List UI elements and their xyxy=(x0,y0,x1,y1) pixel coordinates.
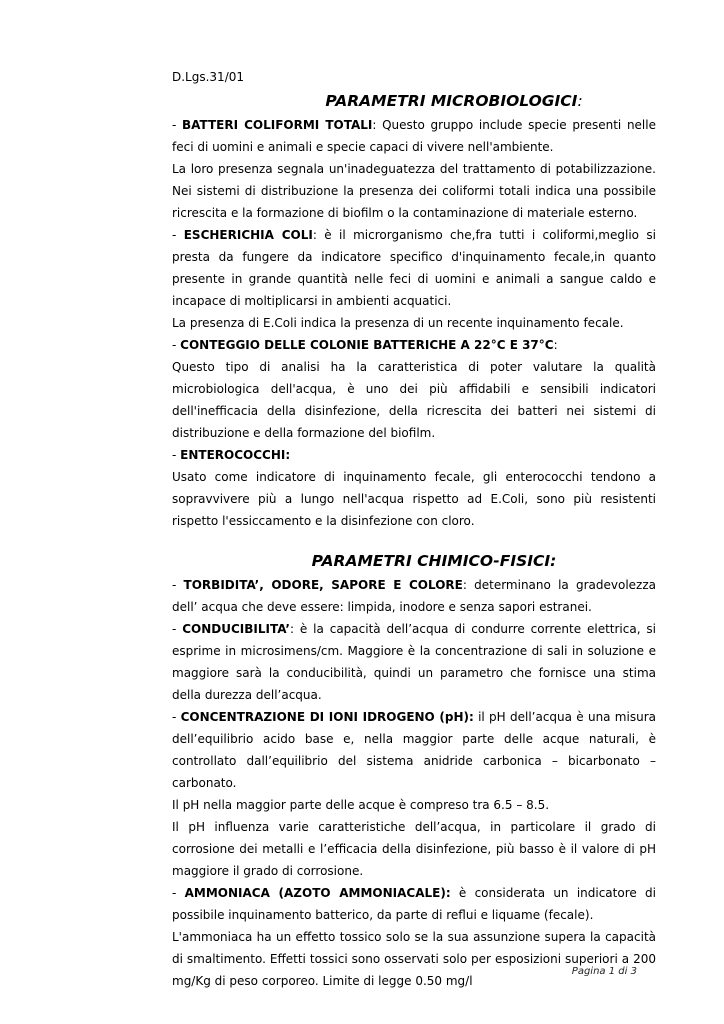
section-title-chemical-physical: PARAMETRI CHIMICO-FISICI: xyxy=(311,552,557,570)
document-body xyxy=(172,67,656,992)
paragraph-conducibilita: - CONDUCIBILITA’: è la capacità dell’acqua di condurre corrente elettrica, si esprime in microsimens/cm. Maggiore è la concentrazione di sali in soluzione e maggiore sarà la conducibilità, quindi un parametro che fornisce una stima della durezza dell’acqua. xyxy=(172,622,656,702)
paragraph-ph-range: Il pH nella maggior parte delle acque è compreso tra 6.5 – 8.5. xyxy=(172,798,550,812)
term-torbidita: TORBIDITA’, ODORE, SAPORE E COLORE xyxy=(183,578,463,592)
paragraph-conteggio-descrizione: Questo tipo di analisi ha la caratteristica di poter valutare la qualità microbiologica dell'acqua, è uno dei più affidabili e sensibili indicatori dell'inefficacia della disinfezione, della ricrescita dei batteri nei sistemi di distribuzione e della formazione del biofilm. xyxy=(172,360,656,440)
paragraph-enterococchi-descrizione: Usato come indicatore di inquinamento fecale, gli enterococchi tendono a sopravvivere più a lungo nell'acqua rispetto ad E.Coli, sono più resistenti rispetto l'essiccamento e la disinfezione con cloro. xyxy=(172,470,656,528)
paragraph-ammoniaca-effetti: L'ammoniaca ha un effetto tossico solo se la sua assunzione supera la capacità di smaltimento. Effetti tossici sono osservati solo per esposizioni superiori a 200 mg/Kg di peso corporeo. Limite di legge 0.50 mg/l xyxy=(172,930,656,988)
term-ph: CONCENTRAZIONE DI IONI IDROGENO (pH): xyxy=(180,710,474,724)
section-title-microbiological: PARAMETRI MICROBIOLOGICI: xyxy=(325,92,583,110)
legislation-reference: D.Lgs.31/01 xyxy=(172,70,245,84)
paragraph-batteri-coliformi: - BATTERI COLIFORMI TOTALI: Questo gruppo include specie presenti nelle feci di uomini e animali e specie capaci di vivere nell'ambiente. xyxy=(172,118,656,154)
paragraph-ecoli-presenza: La presenza di E.Coli indica la presenza di un recente inquinamento fecale. xyxy=(172,316,624,330)
paragraph-coliformi-presenza: La loro presenza segnala un'inadeguatezza del trattamento di potabilizzazione. Nei sistemi di distribuzione la presenza dei coliformi totali indica una possibile ricrescita e la formazione di biofilm o la contaminazione di materiale esterno. xyxy=(172,162,656,220)
term-batteri-coliformi: BATTERI COLIFORMI TOTALI xyxy=(182,118,373,132)
paragraph-ph: - CONCENTRAZIONE DI IONI IDROGENO (pH): il pH dell’acqua è una misura dell’equilibrio acido base e, nella maggior parte delle acque naturali, è controllato dall’equilibrio del sistema anidride carbonica – bicarbonato – carbonato. xyxy=(172,710,656,790)
term-enterococchi: ENTEROCOCCHI: xyxy=(180,448,291,462)
paragraph-conteggio-colonie: - CONTEGGIO DELLE COLONIE BATTERICHE A 22°C E 37°C: xyxy=(172,338,558,352)
term-escherichia-coli: ESCHERICHIA COLI xyxy=(183,228,313,242)
page-number: Pagina 1 di 3 xyxy=(571,966,637,977)
term-conteggio-colonie: CONTEGGIO DELLE COLONIE BATTERICHE A 22°C E 37°C xyxy=(180,338,554,352)
paragraph-ammoniaca: - AMMONIACA (AZOTO AMMONIACALE): è considerata un indicatore di possibile inquinamento batterico, da parte di reflui e liquame (fecale). xyxy=(172,886,656,922)
term-conducibilita: CONDUCIBILITA’ xyxy=(182,622,290,636)
paragraph-enterococchi: - ENTEROCOCCHI: xyxy=(172,448,291,462)
paragraph-ph-influenza: Il pH influenza varie caratteristiche dell’acqua, in particolare il grado di corrosione dei metalli e l’efficacia della disinfezione, più basso è il valore di pH maggiore il grado di corrosione. xyxy=(172,820,656,878)
paragraph-escherichia-coli: - ESCHERICHIA COLI: è il microrganismo che,fra tutti i coliformi,meglio si presta da fungere da indicatore specifico d'inquinamento fecale,in quanto presente in grande quantità nelle feci di uomini e animali a sangue caldo e incapace di moltiplicarsi in ambienti acquatici. xyxy=(172,228,656,308)
paragraph-torbidita: - TORBIDITA’, ODORE, SAPORE E COLORE: determinano la gradevolezza dell’ acqua che deve essere: limpida, inodore e senza sapori estranei. xyxy=(172,578,656,614)
term-ammoniaca: AMMONIACA (AZOTO AMMONIACALE): xyxy=(184,886,451,900)
